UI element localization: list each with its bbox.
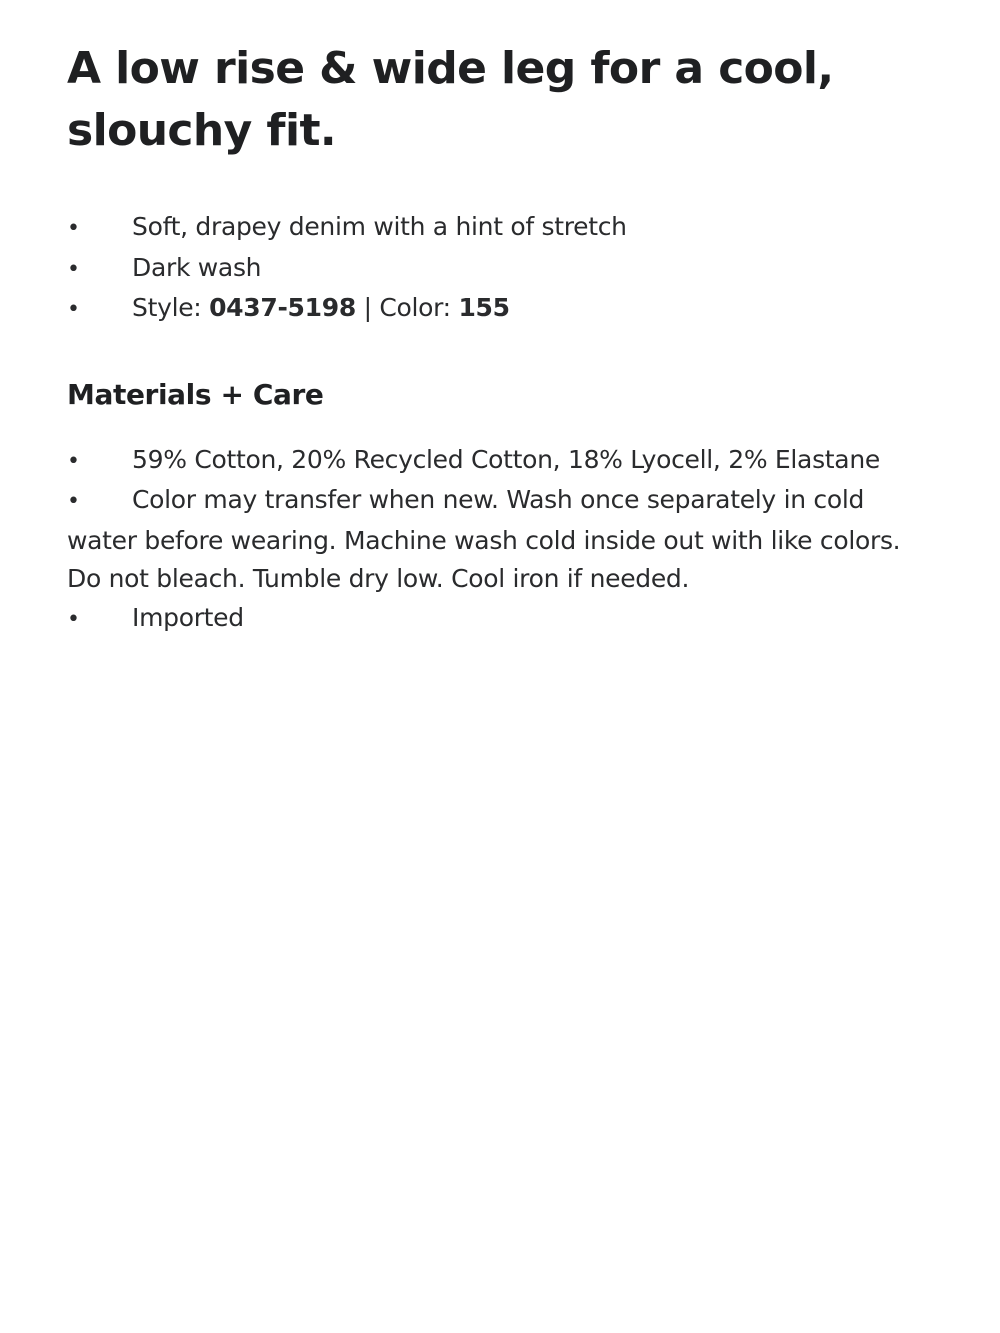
feature-fabric: Soft, drapey denim with a hint of stretch — [132, 212, 627, 241]
headline-line-1: A low rise & wide leg for a cool, — [67, 43, 834, 94]
care-instructions-line-2: water before wearing. Machine wash cold inside out with like colors. — [67, 525, 901, 555]
bullet-icon: • — [67, 216, 80, 241]
bullet-icon: • — [67, 297, 80, 322]
care-instructions-line-3: Do not bleach. Tumble dry low. Cool iron if needed. — [67, 564, 690, 593]
color-label: | Color: — [355, 293, 459, 322]
list-item — [67, 249, 947, 290]
list-item — [67, 289, 947, 330]
product-headline — [67, 38, 947, 162]
bullet-icon: • — [67, 606, 80, 632]
country-of-origin: Imported — [132, 602, 244, 632]
list-item — [67, 481, 947, 599]
care-instructions-line-1: Color may transfer when new. Wash once separately in cold — [132, 485, 865, 514]
color-number: 155 — [458, 293, 510, 322]
list-item — [67, 208, 947, 249]
list-item — [67, 441, 947, 482]
product-description — [67, 38, 947, 639]
list-item — [67, 599, 947, 640]
materials-care-list — [67, 441, 947, 640]
bullet-icon: • — [67, 256, 80, 282]
materials-care-title: Materials + Care — [67, 377, 324, 411]
headline-line-2: slouchy fit. — [67, 105, 337, 156]
style-number: 0437-5198 — [209, 293, 356, 322]
bullet-icon: • — [67, 448, 80, 474]
fabric-composition: 59% Cotton, 20% Recycled Cotton, 18% Lyocell, 2% Elastane — [132, 444, 880, 474]
style-label: Style: — [132, 293, 210, 322]
feature-list — [67, 208, 947, 330]
feature-wash: Dark wash — [132, 252, 262, 282]
bullet-icon: • — [67, 489, 80, 514]
